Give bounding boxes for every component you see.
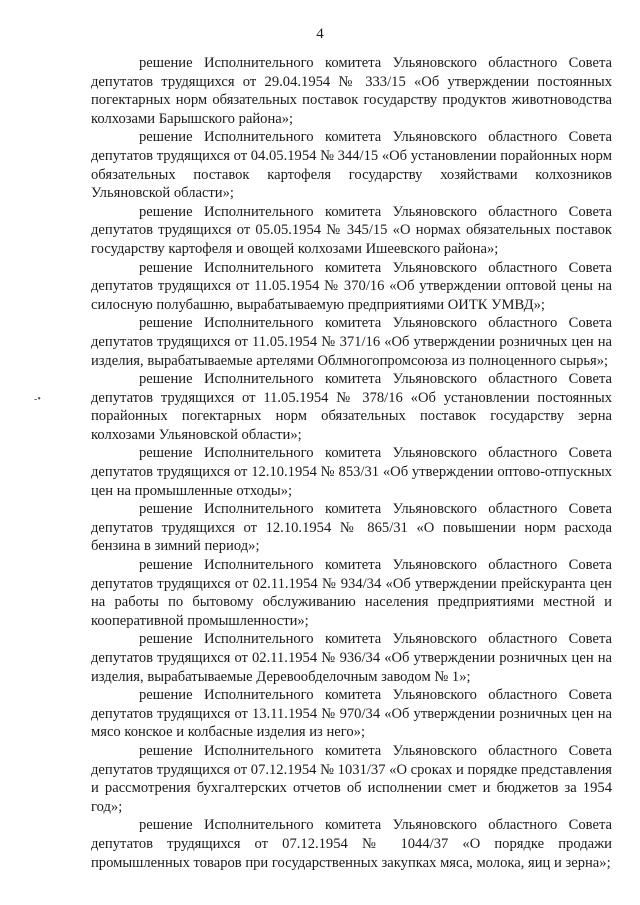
list-item: решение Исполнительного комитета Ульяновского областного Совета депутатов трудящихся от 11.05.1954 № 378/16 «Об установлении постоянных порайонных погектарных норм обязательных поставок государству зерна колхозами Ульяновской области»; <box>91 371 612 443</box>
list-item: решение Исполнительного комитета Ульяновского областного Совета депутатов трудящихся от 07.12.1954 № 1044/37 «О порядке продажи промышленных товаров при государственных закупках мяса, молока, яиц и зерна»; <box>91 817 612 871</box>
list-item: решение Исполнительного комитета Ульяновского областного Совета депутатов трудящихся от 13.11.1954 № 970/34 «Об утверждении розничных цен на мясо конское и колбасные изделия из него»; <box>91 687 612 741</box>
list-item: решение Исполнительного комитета Ульяновского областного Совета депутатов трудящихся от 12.10.1954 № 853/31 «Об утверждении оптово-отпускных цен на промышленные отходы»; <box>91 445 612 499</box>
list-item: решение Исполнительного комитета Ульяновского областного Совета депутатов трудящихся от 02.11.1954 № 936/34 «Об утверждении розничных цен на изделия, вырабатываемые Деревообделочным заводом № 1»; <box>91 631 612 685</box>
page-number: 4 <box>316 26 324 42</box>
list-item: решение Исполнительного комитета Ульяновского областного Совета депутатов трудящихся от 29.04.1954 № 333/15 «Об утверждении постоянных погектарных норм обязательных поставок государству продуктов животноводства колхозами Барышского района»; <box>91 55 612 127</box>
list-item: решение Исполнительного комитета Ульяновского областного Совета депутатов трудящихся от 02.11.1954 № 934/34 «Об утверждении прейскуранта цен на работы по бытовому обслуживанию населения предприятиями местной и кооперативной промышленности»; <box>91 557 612 629</box>
list-item: решение Исполнительного комитета Ульяновского областного Совета депутатов трудящихся от 11.05.1954 № 370/16 «Об утверждении оптовой цены на силосную полубашню, вырабатываемую предприятиями ОИТК УМВД»; <box>91 259 612 313</box>
list-item: решение Исполнительного комитета Ульяновского областного Совета депутатов трудящихся от 04.05.1954 № 344/15 «Об установлении порайонных норм обязательных поставок картофеля государству хозяйствами колхозников Ульяновской области»; <box>91 129 612 202</box>
document-body <box>91 54 612 872</box>
list-item: решение Исполнительного комитета Ульяновского областного Совета депутатов трудящихся от 11.05.1954 № 371/16 «Об утверждении розничных цен на изделия, вырабатываемые артелями Облмногопромсоюза из полноценного сырья»; <box>91 315 612 369</box>
list-item: решение Исполнительного комитета Ульяновского областного Совета депутатов трудящихся от 12.10.1954 № 865/31 «О повышении норм расхода бензина в зимний период»; <box>91 501 612 555</box>
list-item: решение Исполнительного комитета Ульяновского областного Совета депутатов трудящихся от 07.12.1954 № 1031/37 «О сроках и порядке представления и рассмотрения бухгалтерских отчетов об исполнении смет и бюджетов за 1954 год»; <box>91 742 612 815</box>
margin-mark: -• <box>34 394 41 405</box>
list-item: решение Исполнительного комитета Ульяновского областного Совета депутатов трудящихся от 05.05.1954 № 345/15 «О нормах обязательных поставок государству картофеля и овощей колхозами Ишеевского района»; <box>91 203 612 257</box>
